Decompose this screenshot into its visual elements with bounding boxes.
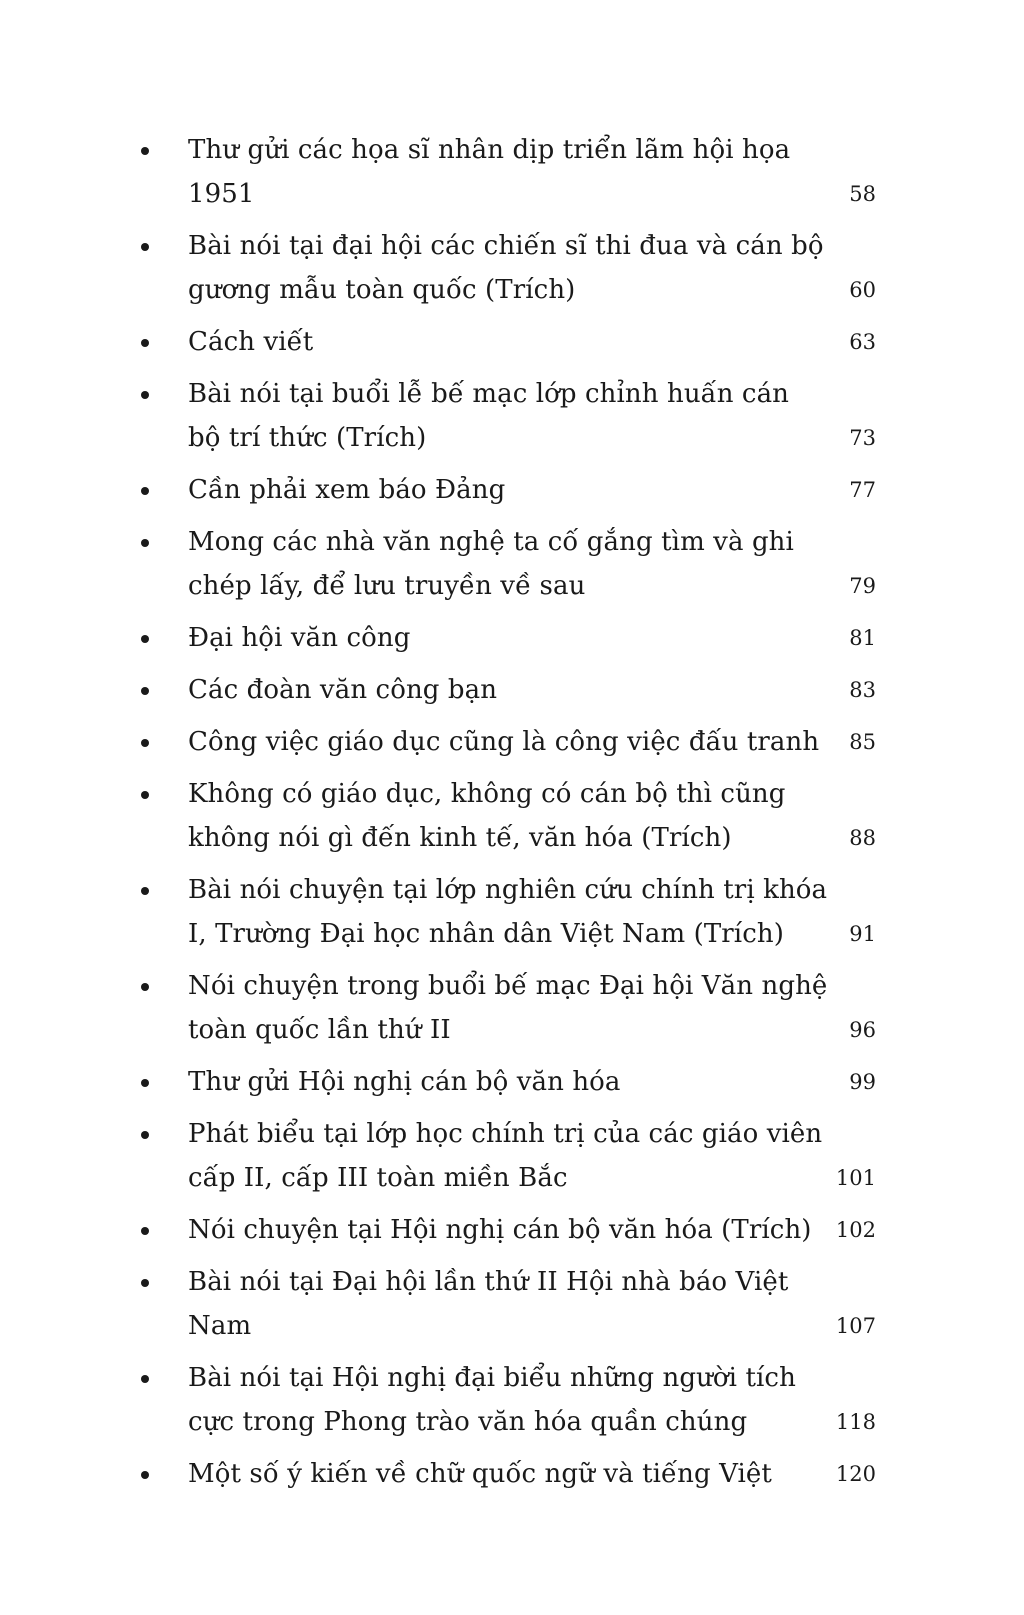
toc-entry: [0, 128, 1024, 216]
entry-title: Phát biểu tại lớp học chính trị của các giáo viên cấp II, cấp III toàn miền Bắc: [188, 1119, 823, 1193]
bullet-dot-icon: [141, 1131, 149, 1139]
entry-page-number: 63: [849, 330, 876, 354]
entry-page-number: 85: [849, 730, 876, 754]
bullet-dot-icon: [141, 1227, 149, 1235]
entry-page-number: 118: [835, 1410, 876, 1434]
toc-entry: [0, 224, 1024, 312]
toc-entry: [0, 1356, 1024, 1444]
entry-page-number: 81: [849, 626, 876, 650]
bullet-dot-icon: [141, 887, 149, 895]
entry-title: Không có giáo dục, không có cán bộ thì cũng không nói gì đến kinh tế, văn hóa (Trích): [188, 779, 786, 853]
entry-page-number: 77: [849, 478, 876, 502]
entry-page-number: 83: [849, 678, 876, 702]
entry-title: Cách viết: [188, 327, 314, 357]
toc-entry: [0, 868, 1024, 956]
bullet-dot-icon: [141, 739, 149, 747]
toc-entry: [0, 320, 1024, 364]
entry-page-number: 73: [849, 426, 876, 450]
entry-title: Cần phải xem báo Đảng: [188, 475, 506, 505]
toc-entry: [0, 772, 1024, 860]
bullet-dot-icon: [141, 635, 149, 643]
toc-entry: [0, 1208, 1024, 1252]
bullet-dot-icon: [141, 391, 149, 399]
entry-title: Bài nói tại Đại hội lần thứ II Hội nhà báo Việt Nam: [188, 1267, 789, 1341]
entry-page-number: 91: [849, 922, 876, 946]
entry-page-number: 101: [835, 1166, 876, 1190]
toc-entry: [0, 720, 1024, 764]
toc-entry: [0, 1060, 1024, 1104]
bullet-dot-icon: [141, 339, 149, 347]
entry-title: Bài nói chuyện tại lớp nghiên cứu chính trị khóa I, Trường Đại học nhân dân Việt Nam (Trích): [188, 875, 828, 949]
entry-title: Nói chuyện trong buổi bế mạc Đại hội Văn nghệ toàn quốc lần thứ II: [188, 971, 828, 1045]
entry-page-number: 58: [849, 182, 876, 206]
toc-entry: [0, 468, 1024, 512]
entry-title: Bài nói tại buổi lễ bế mạc lớp chỉnh huấn cán bộ trí thức (Trích): [188, 379, 790, 453]
entry-title: Thư gửi Hội nghị cán bộ văn hóa: [188, 1067, 621, 1097]
toc-entry: [0, 964, 1024, 1052]
bullet-dot-icon: [141, 687, 149, 695]
toc-entry: [0, 616, 1024, 660]
entry-page-number: 79: [849, 574, 876, 598]
toc-entry: [0, 520, 1024, 608]
bullet-dot-icon: [141, 983, 149, 991]
toc-entry: [0, 372, 1024, 460]
entry-title: Một số ý kiến về chữ quốc ngữ và tiếng Việt: [188, 1459, 772, 1489]
bullet-dot-icon: [141, 1079, 149, 1087]
bullet-dot-icon: [141, 487, 149, 495]
entry-title: Mong các nhà văn nghệ ta cố gắng tìm và ghi chép lấy, để lưu truyền về sau: [188, 527, 794, 601]
toc-entry: [0, 668, 1024, 712]
entry-page-number: 88: [849, 826, 876, 850]
entry-page-number: 99: [849, 1070, 876, 1094]
bullet-dot-icon: [141, 1279, 149, 1287]
entry-page-number: 102: [835, 1218, 876, 1242]
bullet-dot-icon: [141, 791, 149, 799]
bullet-dot-icon: [141, 539, 149, 547]
table-of-contents: [0, 128, 1024, 1504]
bullet-dot-icon: [141, 1375, 149, 1383]
entry-title: Công việc giáo dục cũng là công việc đấu tranh: [188, 727, 820, 757]
entry-title: Đại hội văn công: [188, 623, 411, 653]
toc-entry: [0, 1260, 1024, 1348]
entry-title: Bài nói tại Hội nghị đại biểu những người tích cực trong Phong trào văn hóa quần chúng: [188, 1363, 796, 1437]
bullet-dot-icon: [141, 147, 149, 155]
entry-title: Nói chuyện tại Hội nghị cán bộ văn hóa (Trích): [188, 1215, 812, 1245]
bullet-dot-icon: [141, 1471, 149, 1479]
entry-title: Các đoàn văn công bạn: [188, 675, 498, 705]
entry-page-number: 60: [849, 278, 876, 302]
entry-title: Thư gửi các họa sĩ nhân dịp triển lãm hội họa 1951: [188, 135, 791, 209]
entry-page-number: 120: [835, 1462, 876, 1486]
toc-entry: [0, 1112, 1024, 1200]
bullet-dot-icon: [141, 243, 149, 251]
entry-title: Bài nói tại đại hội các chiến sĩ thi đua và cán bộ gương mẫu toàn quốc (Trích): [188, 231, 824, 305]
entry-page-number: 107: [835, 1314, 876, 1338]
entry-page-number: 96: [849, 1018, 876, 1042]
toc-entry: [0, 1452, 1024, 1496]
